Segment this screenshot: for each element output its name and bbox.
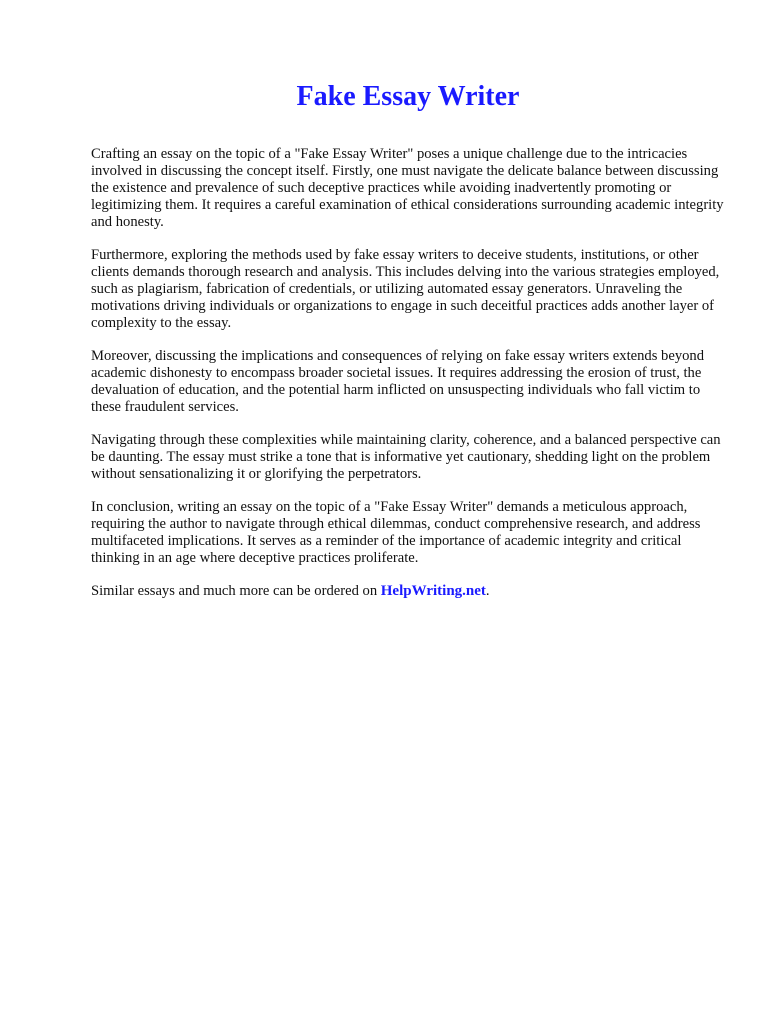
paragraph-3: Moreover, discussing the implications and consequences of relying on fake essay writers extends beyond academic dishonesty to encompass broader societal issues. It requires addressing the erosion of trust, the devaluation of education, and the potential harm inflicted on unsuspecting individuals who fall victim to these fraudulent services. bbox=[91, 348, 705, 415]
order-note bbox=[91, 583, 725, 600]
document-title: Fake Essay Writer bbox=[296, 81, 520, 112]
order-note-prefix: Similar essays and much more can be ordered on bbox=[91, 583, 381, 599]
helpwriting-link[interactable]: HelpWriting.net bbox=[380, 583, 486, 599]
order-note-suffix: . bbox=[485, 583, 490, 599]
paragraph-4: Navigating through these complexities while maintaining clarity, coherence, and a balanced perspective can be daunting. The essay must strike a tone that is informative yet cautionary, shedding light on the problem without sensationalizing it or glorifying the perpetrators. bbox=[91, 432, 721, 482]
paragraph-5: In conclusion, writing an essay on the topic of a "Fake Essay Writer" demands a meticulous approach, requiring the author to navigate through ethical dilemmas, conduct comprehensive research, and address multifaceted implications. It serves as a reminder of the importance of academic integrity and critical thinking in an age where deceptive practices proliferate. bbox=[91, 499, 701, 566]
paragraph-1: Crafting an essay on the topic of a "Fake Essay Writer" poses a unique challenge due to the intricacies involved in discussing the concept itself. Firstly, one must navigate the delicate balance between discussing the existence and prevalence of such deceptive practices while avoiding inadvertently promoting or legitimizing them. It requires a careful examination of ethical considerations surrounding academic integrity and honesty. bbox=[91, 146, 724, 230]
document-body bbox=[91, 146, 725, 600]
paragraph-2: Furthermore, exploring the methods used by fake essay writers to deceive students, institutions, or other clients demands thorough research and analysis. This includes delving into the various strategies employed, such as plagiarism, fabrication of credentials, or utilizing automated essay generators. Unraveling the motivations driving individuals or organizations to engage in such deceitful practices adds another layer of complexity to the essay. bbox=[91, 247, 720, 331]
